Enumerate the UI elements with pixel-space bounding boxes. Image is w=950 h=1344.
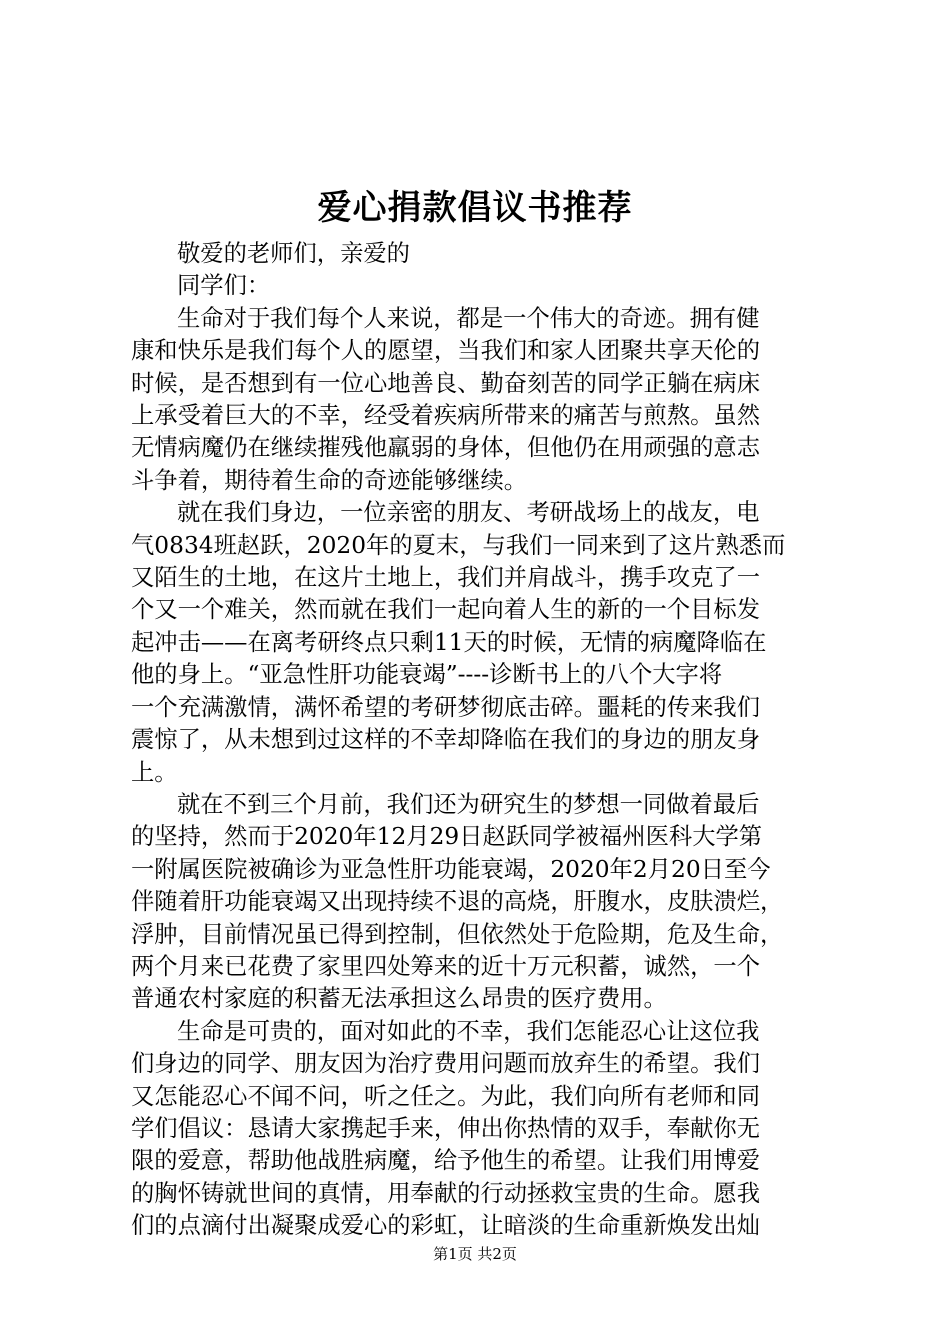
paragraph-line: 们的点滴付出凝聚成爱心的彩虹，让暗淡的生命重新焕发出灿 [131,1212,761,1240]
paragraph-line: 气0834班赵跃，2020年的夏末，与我们一同来到了这片熟悉而 [131,531,786,559]
salutation-line-2: 同学们： [177,272,271,300]
salutation [131,238,831,303]
paragraph [131,497,831,789]
paragraph-line: 限的爱意，帮助他战胜病魔，给予他生的希望。让我们用博爱 [131,1147,761,1175]
paragraph-line: 起冲击——在离考研终点只剩11天的时候，无情的病魔降临在 [131,628,767,656]
page-title: 爱心捐款倡议书推荐 [317,188,633,228]
salutation-line-1: 敬爱的老师们，亲爱的 [177,240,410,267]
paragraph-line: 个又一个难关，然而就在我们一起向着人生的新的一个目标发 [131,596,761,624]
paragraph-line: 就在不到三个月前，我们还为研究生的梦想一同做着最后 [177,790,760,818]
paragraph-line: 时候，是否想到有一位心地善良、勤奋刻苦的同学正躺在病床 [131,369,761,397]
paragraph [131,303,831,497]
paragraph-line: 他的身上。“亚急性肝功能衰竭”----诊断书上的八个大字将 [131,661,723,689]
paragraph-line: 的坚持，然而于2020年12月29日赵跃同学被福州医科大学第 [131,823,763,851]
paragraph-line: 震惊了，从未想到过这样的不幸却降临在我们的身边的朋友身 [131,726,761,754]
page-footer: 第1页 共2页 [433,1245,517,1263]
paragraph-line: 就在我们身边，一位亲密的朋友、考研战场上的战友，电 [177,499,760,527]
paragraph-line: 一个充满激情，满怀希望的考研梦彻底击碎。噩耗的传来我们 [131,693,761,721]
paragraph-line: 康和快乐是我们每个人的愿望，当我们和家人团聚共享天伦的 [131,337,761,365]
paragraph-line: 斗争着，期待着生命的奇迹能够继续。 [131,466,528,494]
paragraph-line: 学们倡议：恳请大家携起手来，伸出你热情的双手，奉献你无 [131,1114,761,1142]
paragraph-line: 两个月来已花费了家里四处筹来的近十万元积蓄，诚然，一个 [131,952,761,980]
paragraph-line: 生命是可贵的，面对如此的不幸，我们怎能忍心让这位我 [177,1017,760,1045]
paragraph-list [131,303,831,1243]
paragraph-line: 们身边的同学、朋友因为治疗费用问题而放弃生的希望。我们 [131,1050,761,1078]
paragraph-line: 无情病魔仍在继续摧残他羸弱的身体，但他仍在用顽强的意志 [131,434,761,462]
paragraph-line: 上承受着巨大的不幸，经受着疾病所带来的痛苦与煎熬。虽然 [131,402,761,430]
paragraph [131,789,831,1016]
paragraph-line: 的胸怀铸就世间的真情，用奉献的行动拯救宝贵的生命。愿我 [131,1179,761,1207]
paragraph-line: 上。 [131,758,178,786]
paragraph-line: 普通农村家庭的积蓄无法承担这么昂贵的医疗费用。 [131,985,667,1013]
paragraph-line: 又陌生的土地，在这片土地上，我们并肩战斗，携手攻克了一 [131,564,761,592]
paragraph-line: 浮肿，目前情况虽已得到控制，但依然处于危险期，危及生命， [131,920,784,948]
document-body [131,238,831,1243]
paragraph-line: 伴随着肝功能衰竭又出现持续不退的高烧，肝腹水，皮肤溃烂， [131,888,784,916]
paragraph-line: 一附属医院被确诊为亚急性肝功能衰竭，2020年2月20日至今 [131,855,771,883]
paragraph-line: 生命对于我们每个人来说，都是一个伟大的奇迹。拥有健 [177,304,760,332]
paragraph [131,1016,831,1243]
paragraph-line: 又怎能忍心不闻不问，听之任之。为此，我们向所有老师和同 [131,1082,761,1110]
